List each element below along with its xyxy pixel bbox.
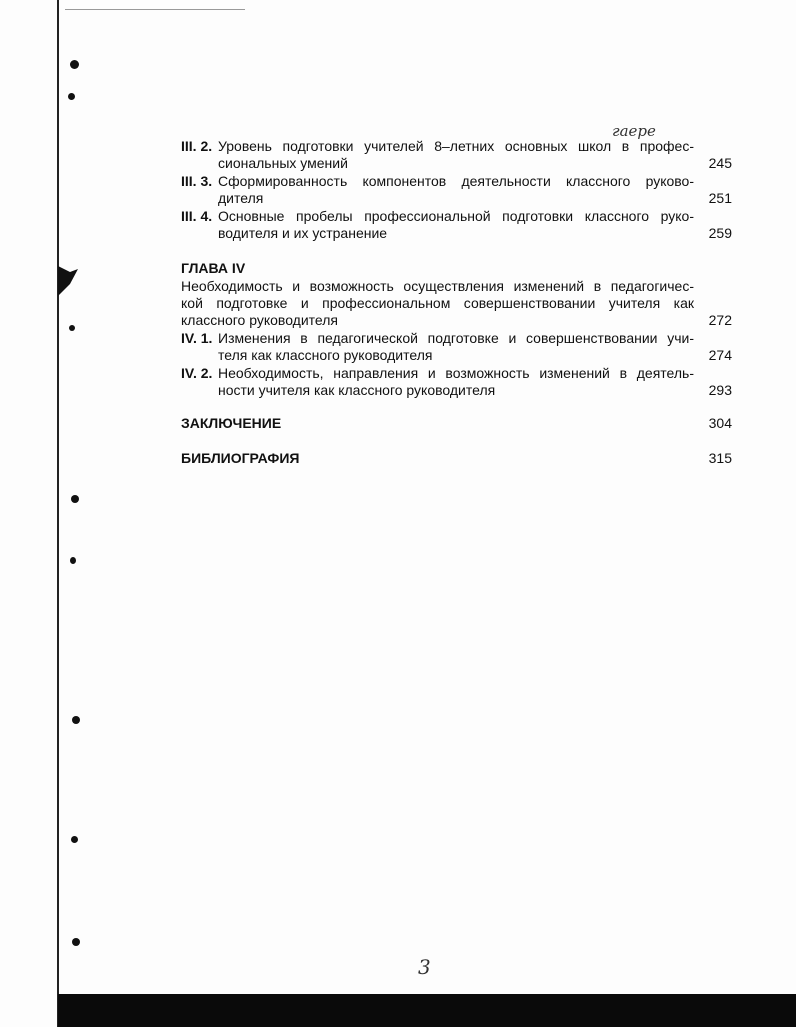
toc-entry-line: дителя — [218, 190, 264, 206]
punch-hole-mark — [72, 716, 80, 724]
left-border-line — [57, 0, 59, 1027]
punch-hole-mark — [70, 557, 76, 564]
toc-entry-line: сиональных умений — [218, 155, 348, 171]
punch-hole-mark — [68, 93, 75, 100]
punch-hole-mark — [69, 325, 75, 331]
toc-entry-line: Уровень подготовки учителей 8–летних основных школ в профес- — [218, 138, 694, 154]
toc-entry-line: Необходимость, направления и возможность изменений в деятель- — [218, 365, 694, 381]
toc-entry-line: ности учителя как классного руководителя — [218, 382, 496, 398]
toc-page-number: 251 — [708, 190, 732, 206]
toc-page-number: 315 — [708, 450, 732, 466]
chapter-title-line: классного руководителя — [181, 312, 339, 328]
bottom-black-bar — [58, 994, 796, 1027]
toc-entry-line: Изменения в педагогической подготовке и совершенствовании учи- — [218, 330, 694, 346]
conclusion-heading: ЗАКЛЮЧЕНИЕ — [181, 415, 282, 431]
toc-page-number: 245 — [708, 155, 732, 171]
toc-page-number: 304 — [708, 415, 732, 431]
toc-label: III. 3. — [181, 173, 213, 189]
punch-hole-mark — [71, 495, 79, 503]
top-scan-line — [65, 9, 245, 10]
toc-entry-line: водителя и их устранение — [218, 225, 388, 241]
punch-hole-mark — [71, 836, 78, 843]
toc-page-number: 272 — [708, 312, 732, 328]
toc-entry-line: теля как классного руководителя — [218, 347, 433, 363]
punch-hole-mark — [72, 938, 80, 946]
toc-entry-line: Основные пробелы профессиональной подготовки классного руко- — [218, 208, 694, 224]
toc-label: IV. 2. — [181, 365, 213, 381]
bibliography-heading: БИБЛИОГРАФИЯ — [181, 450, 300, 466]
toc-page-number: 274 — [708, 347, 732, 363]
chapter-heading: ГЛАВА IV — [181, 260, 246, 276]
chapter-title-line: Необходимость и возможность осуществления изменений в педагогичес- — [181, 278, 694, 294]
page-number: 3 — [418, 955, 431, 979]
chapter-title-line: кой подготовке и профессиональном совершенствовании учителя как — [181, 295, 694, 311]
handwritten-note: гаере — [612, 122, 656, 140]
toc-page-number: 293 — [708, 382, 732, 398]
toc-label: III. 2. — [181, 138, 213, 154]
toc-entry-line: Сформированность компонентов деятельности классного руково- — [218, 173, 694, 189]
toc-label: III. 4. — [181, 208, 213, 224]
binding-mark — [58, 266, 78, 296]
toc-page-number: 259 — [708, 225, 732, 241]
punch-hole-mark — [70, 60, 79, 69]
toc-label: IV. 1. — [181, 330, 213, 346]
